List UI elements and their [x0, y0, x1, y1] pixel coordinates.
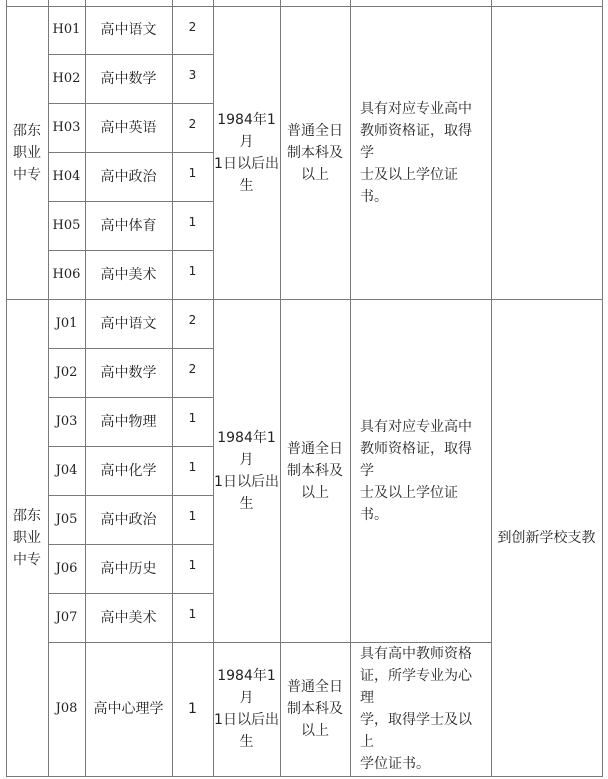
birth-requirement-lines — [213, 427, 280, 515]
education-line: 制本科及 — [287, 462, 343, 479]
position-code-cell — [48, 103, 85, 152]
birth-requirement-cell — [213, 6, 280, 299]
education-line: 普通全日 — [287, 122, 343, 139]
education-cell — [280, 6, 350, 299]
position-code: J08 — [55, 701, 78, 716]
subject: 高中物理 — [100, 413, 157, 430]
qualification-cell — [350, 299, 491, 642]
subject-cell — [85, 642, 172, 776]
headcount: 1 — [188, 701, 197, 717]
birth-requirement-line: 生 — [239, 734, 254, 750]
column-divider — [85, 0, 86, 777]
school-line: 邵东 — [13, 507, 41, 524]
position-code: H05 — [52, 217, 81, 233]
qualification-line: 士及以上学位证书。 — [360, 484, 458, 523]
subject: 高中历史 — [100, 560, 157, 577]
headcount-cell — [172, 348, 213, 397]
subject: 高中政治 — [100, 168, 157, 185]
headcount-cell — [172, 397, 213, 446]
birth-requirement-line: 1984年1月 — [217, 429, 276, 468]
position-code-cell — [48, 544, 85, 593]
position-code: J04 — [55, 462, 78, 478]
row-divider — [48, 201, 214, 202]
column-divider — [491, 0, 492, 777]
table-border — [602, 0, 603, 777]
subject-cell — [85, 54, 172, 103]
school-lines — [13, 120, 41, 186]
subject-cell — [85, 299, 172, 348]
education-line: 以上 — [301, 484, 329, 501]
headcount: 2 — [188, 362, 197, 376]
headcount: 2 — [188, 117, 197, 131]
qualification-line: 学，取得学士及以上 — [360, 712, 472, 750]
birth-requirement-cell — [213, 299, 280, 642]
qualification-lines — [360, 416, 485, 526]
qualification-line: 具有高中教师资格 — [360, 646, 472, 662]
subject: 高中化学 — [100, 462, 157, 479]
school-lines — [13, 505, 41, 571]
row-divider — [48, 397, 214, 398]
subject: 高中语文 — [100, 22, 157, 38]
birth-requirement-line: 1日以后出 — [214, 155, 279, 172]
headcount: 1 — [188, 558, 197, 572]
subject-cell — [85, 152, 172, 201]
headcount: 2 — [188, 20, 197, 34]
headcount: 1 — [188, 460, 197, 474]
school-cell — [6, 299, 48, 776]
birth-requirement-line: 1日以后出 — [214, 473, 279, 490]
subject: 高中美术 — [100, 266, 157, 283]
row-divider — [48, 593, 214, 594]
subject: 高中语文 — [100, 315, 157, 332]
education-line: 制本科及 — [287, 144, 343, 161]
subject: 高中英语 — [100, 119, 157, 136]
qualification-line: 士及以上学位证书。 — [360, 166, 458, 205]
education-cell — [280, 642, 350, 776]
position-code: J06 — [55, 560, 78, 576]
birth-requirement-line: 1日以后出 — [214, 712, 279, 728]
position-code: J03 — [55, 413, 78, 429]
qualification-lines — [360, 643, 485, 775]
subject-cell — [85, 103, 172, 152]
position-code: H01 — [52, 22, 81, 37]
headcount: 1 — [188, 166, 197, 180]
qualification-line: 证，所学专业为心理 — [360, 668, 472, 706]
position-code-cell — [48, 152, 85, 201]
subject: 高中体育 — [100, 217, 157, 234]
school-line: 中专 — [13, 551, 41, 568]
birth-requirement-lines — [213, 109, 280, 197]
birth-requirement-cell — [213, 642, 280, 776]
row-divider — [48, 152, 214, 153]
birth-requirement-line: 生 — [239, 177, 254, 194]
subject: 高中数学 — [100, 70, 157, 87]
position-code-cell — [48, 6, 85, 54]
position-code: H02 — [52, 70, 81, 86]
qualification-line: 学位证书。 — [360, 756, 430, 772]
position-code: J07 — [55, 609, 78, 625]
headcount: 1 — [188, 215, 197, 229]
row-divider — [48, 250, 214, 251]
position-code: H06 — [52, 266, 81, 282]
row-divider — [48, 348, 214, 349]
education-line: 以上 — [301, 166, 329, 183]
remark: 到创新学校支教 — [497, 529, 596, 546]
position-code-cell — [48, 446, 85, 495]
position-code: H03 — [52, 119, 81, 135]
subject-cell — [85, 6, 172, 54]
column-divider — [48, 0, 49, 777]
birth-requirement-lines — [213, 665, 280, 753]
column-divider — [350, 0, 351, 777]
subject-cell — [85, 544, 172, 593]
qualification-line: 教师资格证，取得学 — [360, 122, 472, 161]
subject: 高中政治 — [100, 511, 157, 528]
table-bottom-border — [6, 776, 603, 777]
headcount: 2 — [188, 313, 197, 327]
headcount: 3 — [188, 68, 197, 82]
headcount-cell — [172, 250, 213, 299]
subject: 高中心理学 — [93, 701, 164, 717]
subject: 高中数学 — [100, 364, 157, 381]
qualification-line: 具有对应专业高中 — [360, 418, 472, 435]
education-line: 制本科及 — [287, 701, 343, 717]
subject-cell — [85, 201, 172, 250]
row-divider — [48, 103, 214, 104]
school-cell — [6, 6, 48, 299]
row-divider — [48, 446, 214, 447]
position-code-cell — [48, 299, 85, 348]
headcount-cell — [172, 54, 213, 103]
education-lines — [287, 438, 343, 504]
headcount: 1 — [188, 509, 197, 523]
position-code-cell — [48, 397, 85, 446]
education-line: 普通全日 — [287, 679, 343, 695]
headcount: 1 — [188, 411, 197, 425]
position-code-cell — [48, 250, 85, 299]
subject-cell — [85, 593, 172, 642]
row-divider — [48, 544, 214, 545]
position-code-cell — [48, 642, 85, 776]
position-code: J02 — [55, 364, 78, 380]
headcount-cell — [172, 495, 213, 544]
subject-cell — [85, 495, 172, 544]
birth-requirement-line: 1984年1月 — [217, 668, 276, 706]
education-cell — [280, 299, 350, 642]
headcount-cell — [172, 103, 213, 152]
subject: 高中美术 — [100, 609, 157, 626]
headcount-cell — [172, 6, 213, 54]
headcount: 1 — [188, 607, 197, 621]
position-code: H04 — [52, 168, 81, 184]
subject-cell — [85, 348, 172, 397]
education-line: 普通全日 — [287, 440, 343, 457]
headcount-cell — [172, 201, 213, 250]
headcount-cell — [172, 446, 213, 495]
headcount-cell — [172, 544, 213, 593]
position-code-cell — [48, 593, 85, 642]
column-divider — [280, 0, 281, 777]
subject-cell — [85, 250, 172, 299]
education-lines — [287, 120, 343, 186]
row-divider — [48, 495, 214, 496]
qualification-cell — [350, 6, 491, 299]
qualification-line: 具有对应专业高中 — [360, 100, 472, 117]
subject-cell — [85, 397, 172, 446]
birth-requirement-line: 生 — [239, 495, 254, 512]
column-divider — [172, 0, 173, 777]
position-code-cell — [48, 495, 85, 544]
position-code-cell — [48, 54, 85, 103]
qualification-cell — [350, 642, 491, 776]
school-line: 职业 — [13, 144, 41, 161]
school-line: 职业 — [13, 529, 41, 546]
position-code-cell — [48, 348, 85, 397]
headcount-cell — [172, 642, 213, 776]
education-lines — [287, 676, 343, 742]
education-line: 以上 — [301, 723, 329, 739]
headcount-cell — [172, 152, 213, 201]
remark-cell — [491, 6, 602, 299]
birth-requirement-line: 1984年1月 — [217, 111, 276, 150]
remark-cell — [491, 299, 602, 776]
table-top-border — [6, 6, 603, 7]
group-divider — [6, 299, 603, 300]
qualification-line: 教师资格证，取得学 — [360, 440, 472, 479]
headcount: 1 — [188, 264, 197, 278]
headcount-cell — [172, 299, 213, 348]
position-code: J05 — [55, 511, 78, 527]
qualification-lines — [360, 98, 485, 208]
position-code-cell — [48, 201, 85, 250]
subject-cell — [85, 446, 172, 495]
position-code: J01 — [55, 315, 78, 331]
headcount-cell — [172, 593, 213, 642]
table-border — [6, 0, 7, 777]
school-line: 邵东 — [13, 122, 41, 139]
row-divider — [48, 642, 492, 643]
school-line: 中专 — [13, 166, 41, 183]
row-divider — [48, 54, 214, 55]
column-divider — [213, 0, 214, 777]
